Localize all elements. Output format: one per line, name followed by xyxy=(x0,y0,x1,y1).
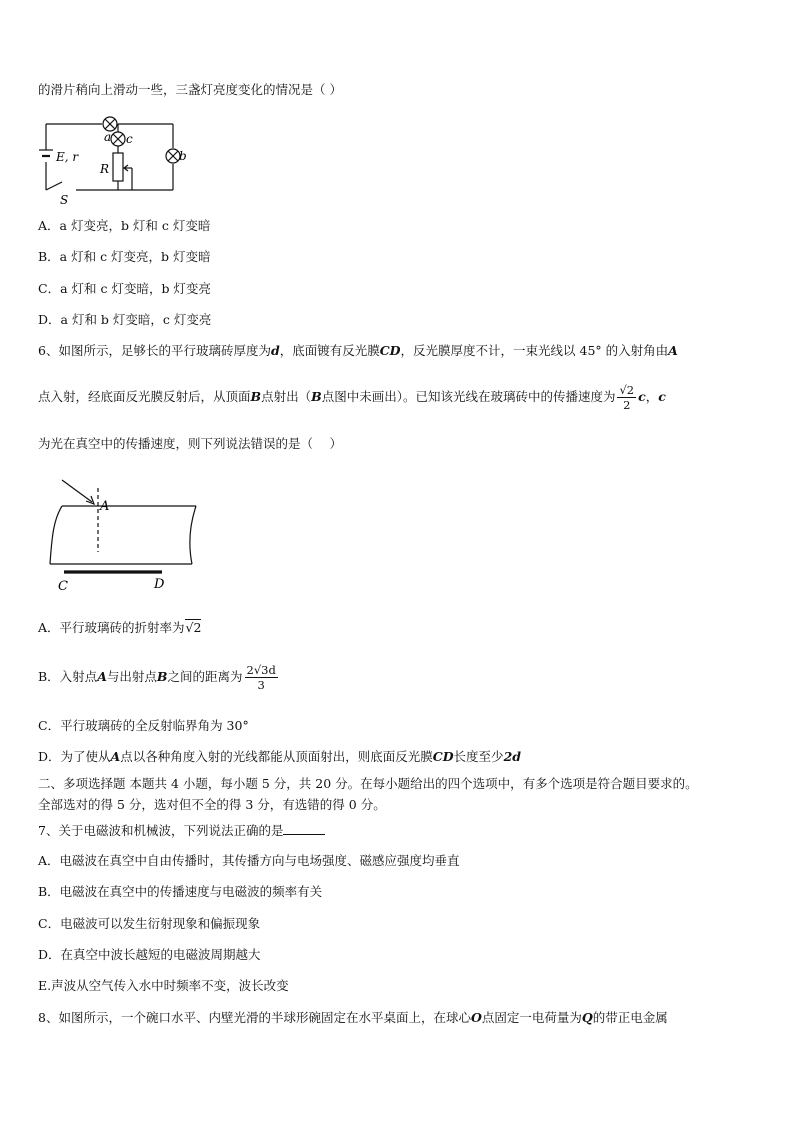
q7-option-d: D．在真空中波长越短的电磁波周期越大 xyxy=(38,947,261,962)
q7-option-e: E.声波从空气传入水中时频率不变，波长改变 xyxy=(38,978,289,993)
q6-option-c: C．平行玻璃砖的全反射临界角为 30° xyxy=(38,718,249,733)
label-r: R xyxy=(100,162,110,176)
label-c: c xyxy=(126,132,133,146)
label-a: a xyxy=(104,130,112,144)
q7-option-b: B．电磁波在真空中的传播速度与电磁波的频率有关 xyxy=(38,884,323,899)
q6-stem-line3: 为光在真空中的传播速度，则下列说法错误的是（ ） xyxy=(38,436,342,451)
fig-label-c: C xyxy=(58,579,68,594)
label-b: b xyxy=(179,149,187,163)
q5-option-a: A．a 灯变亮，b 灯和 c 灯变暗 xyxy=(38,218,211,233)
circuit-diagram xyxy=(36,112,196,207)
label-s: S xyxy=(60,193,69,207)
q7-option-c: C．电磁波可以发生衍射现象和偏振现象 xyxy=(38,916,261,931)
q5-stem-tail: 的滑片稍向上滑动一些，三盏灯亮度变化的情况是（ ） xyxy=(38,82,342,97)
q6-option-d: D．为了使从A点以各种角度入射的光线都能从顶面射出，则底面反光膜CD长度至少2d xyxy=(38,749,522,764)
answer-blank xyxy=(283,822,325,835)
q6-option-a: A．平行玻璃砖的折射率为√2 xyxy=(38,620,202,635)
q5-option-b: B．a 灯和 c 灯变亮，b 灯变暗 xyxy=(38,249,211,264)
q7-option-a: A．电磁波在真空中自由传播时，其传播方向与电场强度、磁感应强度均垂直 xyxy=(38,853,460,868)
q6-stem-line1: 6、如图所示，足够长的平行玻璃砖厚度为d，底面镀有反光膜CD，反光膜厚度不计，一束光线以 45° 的入射角由A xyxy=(38,343,678,358)
q6-stem-line2: 点入射，经底面反光膜反射后，从顶面B点射出（B点图中未画出）。已知该光线在玻璃砖中的传播速度为 $\frac{√2}{2}$ c，c xyxy=(38,383,666,412)
q8-stem: 8、如图所示，一个碗口水平、内壁光滑的半球形碗固定在水平桌面上，在球心O点固定一电荷量为Q的带正电金属 xyxy=(38,1010,668,1025)
q7-stem: 7、关于电磁波和机械波，下列说法正确的是 xyxy=(38,822,325,839)
fig-label-d: D xyxy=(154,577,165,592)
section2-line1: 二、多项选择题 本题共 4 小题，每小题 5 分，共 20 分。在每小题给出的四个选项中，有多个选项是符合题目要求的。 xyxy=(38,776,698,791)
section2-line2: 全部选对的得 5 分，选对但不全的得 3 分，有选错的得 0 分。 xyxy=(38,797,386,812)
q6-option-b: B．入射点A与出射点B之间的距离为 $\frac{2√3d}{3}$ xyxy=(38,663,276,692)
q5-option-c: C．a 灯和 c 灯变暗，b 灯变亮 xyxy=(38,281,211,296)
q5-option-d: D．a 灯和 b 灯变暗，c 灯变亮 xyxy=(38,312,212,327)
speed-fraction: $\frac{√2}{2}$ xyxy=(619,383,635,412)
label-er: E, r xyxy=(56,150,79,164)
glass-brick-diagram xyxy=(44,474,214,596)
fig-label-a: A xyxy=(100,499,110,514)
distance-fraction: $\frac{2√3d}{3}$ xyxy=(246,663,276,692)
